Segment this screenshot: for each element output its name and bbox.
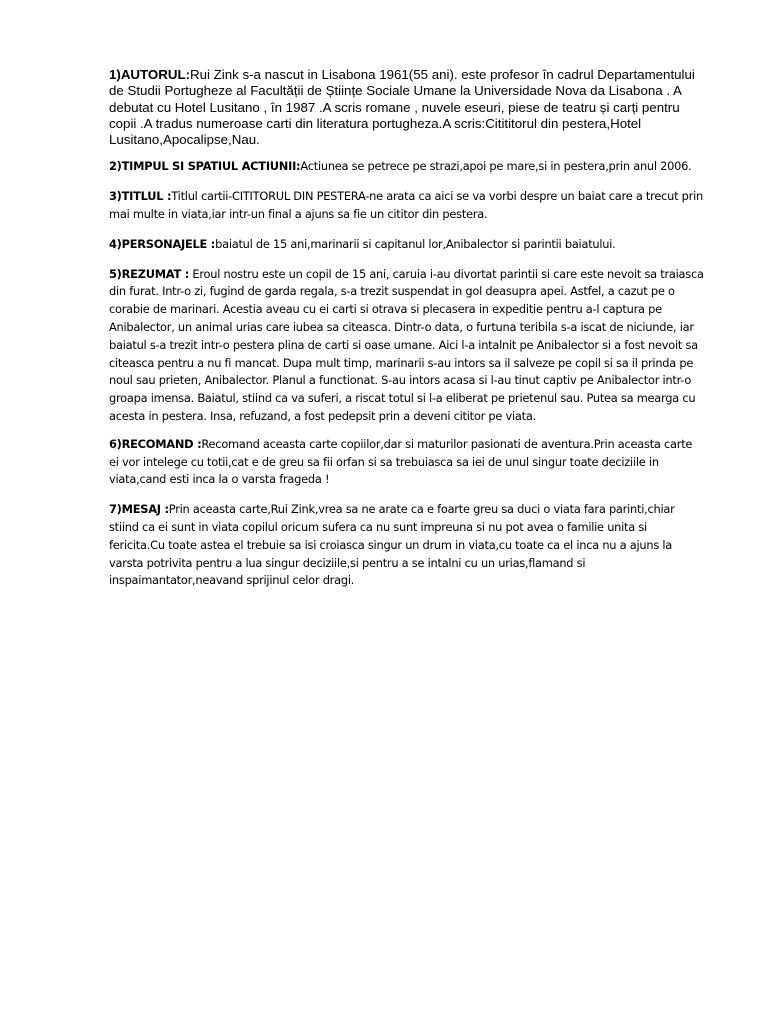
section-time-space bbox=[109, 158, 705, 176]
section-characters bbox=[109, 236, 705, 254]
section-heading: 5)REZUMAT : bbox=[109, 266, 189, 281]
section-recommend bbox=[109, 436, 705, 489]
section-text: Actiunea se petrece pe strazi,apoi pe mare,si in pestera,prin anul 2006. bbox=[300, 159, 692, 174]
section-summary bbox=[109, 266, 705, 426]
section-heading: 2)TIMPUL SI SPATIUL ACTIUNII: bbox=[109, 159, 301, 174]
section-text: Recomand aceasta carte copiilor,dar si maturilor pasionati de aventura.Prin aceasta carte ei vor intelege cu totii,cat e de greu sa fii orfan si sa trebuiasca sa iei de unul singur toate deciziile in viata,cand esti inca la o varsta frageda ! bbox=[109, 436, 693, 487]
section-heading: 3)TITLUL : bbox=[109, 189, 172, 204]
section-heading: 1)AUTORUL: bbox=[109, 67, 191, 82]
section-text: Titlul cartii-CITITORUL DIN PESTERA-ne arata ca aici se va vorbi despre un baiat care a trecut prin mai multe in viata,iar intr-un final a ajuns sa fie un cititor din pestera. bbox=[109, 189, 703, 222]
section-text: Rui Zink s-a nascut in Lisabona 1961(55 ani). este profesor în cadrul Departamentului de Studii Portugheze al Facultății de Științe Sociale Umane la Universidade Nova da Lisabona . A debutat cu Hotel Lusitano , în 1987 .A scris romane , nuvele eseuri, piese de teatru și carți pentru copii .A tradus numeroase carti din literatura portugheza.A scris:Citititorul din pestera,Hotel Lusitano,Apocalipse,Nau. bbox=[109, 67, 695, 148]
section-heading: 6)RECOMAND : bbox=[109, 436, 202, 451]
section-text: Eroul nostru este un copil de 15 ani, caruia i-au divortat parintii si care este nevoit sa traiasca din furat. Intr-o zi, fugind de garda regala, s-a trezit suspendat in gol deasupra apei. Astfel, a cazut pe o corabie de marinari. Acestia aveau cu ei carti si otrava si plecasera in expeditie pentru a-l captura pe Anibalector, un animal urias care iubea sa citeasca. Dintr-o data, o furtuna teribila s-a iscat de niciunde, iar baiatul s-a trezit intr-o pestera plina de carti si oase umane. Aici l-a intalnit pe Anibalector si a fost nevoit sa citeasca pentru a nu fi mancat. Dupa mult timp, marinarii s-au intors sa il salveze pe copil si sa il prinda pe noul sau prieten, Anibalector. Planul a functionat. S-au intors acasa si l-au tinut captiv pe Anibalector intr-o groapa imensa. Baiatul, stiind ca va suferi, a riscat totul si l-a eliberat pe prietenul sau. Putea sa mearga cu acesta in pestera. Insa, refuzand, a fost pedepsit prin a deveni cititor pe viata. bbox=[109, 266, 704, 424]
section-message bbox=[109, 501, 705, 590]
section-heading: 4)PERSONAJELE : bbox=[109, 236, 216, 251]
section-title bbox=[109, 188, 705, 224]
section-text: baiatul de 15 ani,marinarii si capitanul lor,Anibalector si parintii baiatului. bbox=[215, 236, 616, 251]
document-page bbox=[109, 67, 705, 602]
section-heading: 7)MESAJ : bbox=[109, 502, 169, 517]
section-text: Prin aceasta carte,Rui Zink,vrea sa ne arate ca e foarte greu sa duci o viata fara parinti,chiar stiind ca ei sunt in viata copilul oricum sufera ca nu sunt impreuna si nu pot avea o familie unita si fericita.Cu toate astea el trebuie sa isi croiasca singur un drum in viata,cu toate ca el inca nu a ajuns la varsta potrivita pentru a lua singur deciziile,si pentru a se intalni cu un urias,flamand si inspaimantator,neavand sprijinul celor dragi. bbox=[109, 502, 675, 588]
section-author bbox=[109, 67, 705, 148]
